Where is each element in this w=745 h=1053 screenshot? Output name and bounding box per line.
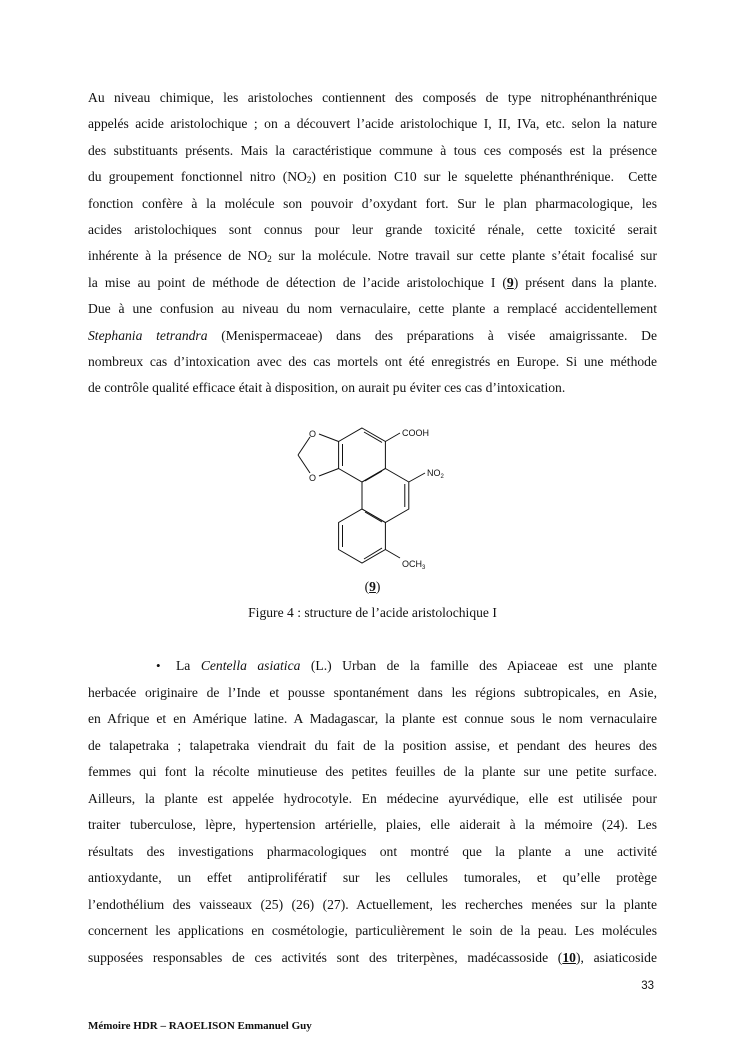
text-segment: acides aristolochiques sont connus pour leur grande toxicité rénale, cette toxicité serait <box>88 222 657 237</box>
text-line <box>88 843 657 861</box>
ring-bonds <box>298 428 425 563</box>
text-line <box>88 737 657 755</box>
page-number: 33 <box>641 980 654 992</box>
footer: Mémoire HDR – RAOELISON Emmanuel Guy <box>88 1020 312 1032</box>
compound-reference: 10 <box>562 949 576 965</box>
text-segment: traiter tuberculose, lèpre, hypertension artérielle, plaies, elle aiderait à la mémoire (24). Les <box>88 817 657 832</box>
text-line <box>88 816 657 834</box>
text-line <box>88 684 657 702</box>
text-segment: (Menispermaceae) dans des préparations à visée amaigrissante. De <box>207 327 657 343</box>
text-segment: Ailleurs, la plante est appelée hydrocotyle. En médecine ayurvédique, elle est utilisée pour <box>88 790 657 806</box>
text-line <box>88 790 657 808</box>
text-line <box>88 763 657 781</box>
text-segment: Centella asiatica <box>200 658 301 673</box>
text-line <box>176 657 657 675</box>
text-segment: ) présent dans la plante. <box>513 274 658 290</box>
text-segment: ), asiaticoside <box>575 949 657 965</box>
text-segment: inhérente à la présence de NO <box>88 248 268 264</box>
no2-label: $NO_2$ <box>427 468 444 480</box>
text-segment: herbacée originaire de l’Inde et pousse spontanément dans les régions subtropicales, en Asie, <box>88 684 657 700</box>
text-segment: nombreux cas d’intoxication avec des cas mortels ont été enregistrés en Europe. Si une méthode <box>88 354 657 369</box>
text-segment: fonction confère à la molécule son pouvoir d’oxydant fort. Sur le plan pharmacologique, les <box>88 195 657 211</box>
text-segment: de talapetraka ; talapetraka viendrait du fait de la position assise, et pendant des heures des <box>88 737 657 753</box>
text-segment: La <box>176 658 201 673</box>
text-segment: ) en position C10 sur le squelette phénanthrénique. Cette <box>311 169 657 185</box>
text-segment: des substituants présents. Mais la caractéristique commune à tous ces composés est la présence <box>88 142 657 158</box>
text-segment: Due à une confusion au niveau du nom vernaculaire, cette plante a remplacé accidentellement <box>88 301 657 317</box>
text-segment: Stephania tetrandra <box>88 327 208 343</box>
och3-label: $OCH_3$ <box>402 559 426 571</box>
text-segment: (L.) Urban de la famille des Apiaceae est une plante <box>300 658 657 673</box>
text-segment: concernent les applications en cosmétologie, particulièrement le soin de la peau. Les molécules <box>88 923 657 938</box>
text-segment: du groupement fonctionnel nitro (NO <box>88 169 307 185</box>
text-segment: la mise au point de méthode de détection de l’acide aristolochique I ( <box>88 274 507 290</box>
oxygen-label: O <box>309 429 317 439</box>
text-segment: de contrôle qualité efficace était à disposition, on aurait pu éviter ces cas d’intoxication. <box>88 380 566 396</box>
text-line <box>88 869 657 887</box>
compound-reference: 9 <box>506 274 514 290</box>
figure-caption: Figure 4 : structure de l’acide aristolochique I <box>248 605 497 620</box>
text-segment: femmes qui font la récolte minutieuse des petites feuilles de la plante sur une petite surface. <box>88 764 657 779</box>
text-segment: Au niveau chimique, les aristoloches contiennent des composés de type nitrophénanthrénique <box>88 90 657 105</box>
oxygen-label: O <box>309 473 317 483</box>
text-segment: appelés acide aristolochique ; on a découvert l’acide aristolochique I, II, IVa, etc. selon la nature <box>88 116 657 132</box>
text-line <box>88 896 657 914</box>
text-segment: résultats des investigations pharmacologiques ont montré que la plante a une activité <box>88 843 657 859</box>
text-line <box>88 949 657 967</box>
text-segment: 2 <box>267 254 272 265</box>
cooh-label: COOH <box>402 428 429 438</box>
text-segment: l’endothélium des vaisseaux (25) (26) (27). Actuellement, les recherches menées sur la plante <box>88 896 657 912</box>
text-segment: antioxydante, un effet antiprolifératif sur les cellules tumorales, et qu’elle protège <box>88 870 657 885</box>
text-segment: en Afrique et en Amérique latine. A Madagascar, la plante est connue sous le nom vernaculaire <box>88 711 657 726</box>
text-line <box>88 922 657 940</box>
compound-number: (9) <box>364 579 381 594</box>
text-segment: supposées responsables de ces activités sont des triterpènes, madécassoside ( <box>88 949 563 965</box>
text-segment: sur la molécule. Notre travail sur cette plante s’était focalisé sur <box>271 248 657 264</box>
text-segment: 2 <box>306 175 312 186</box>
bullet-icon: • <box>156 658 161 673</box>
text-line <box>88 710 657 728</box>
